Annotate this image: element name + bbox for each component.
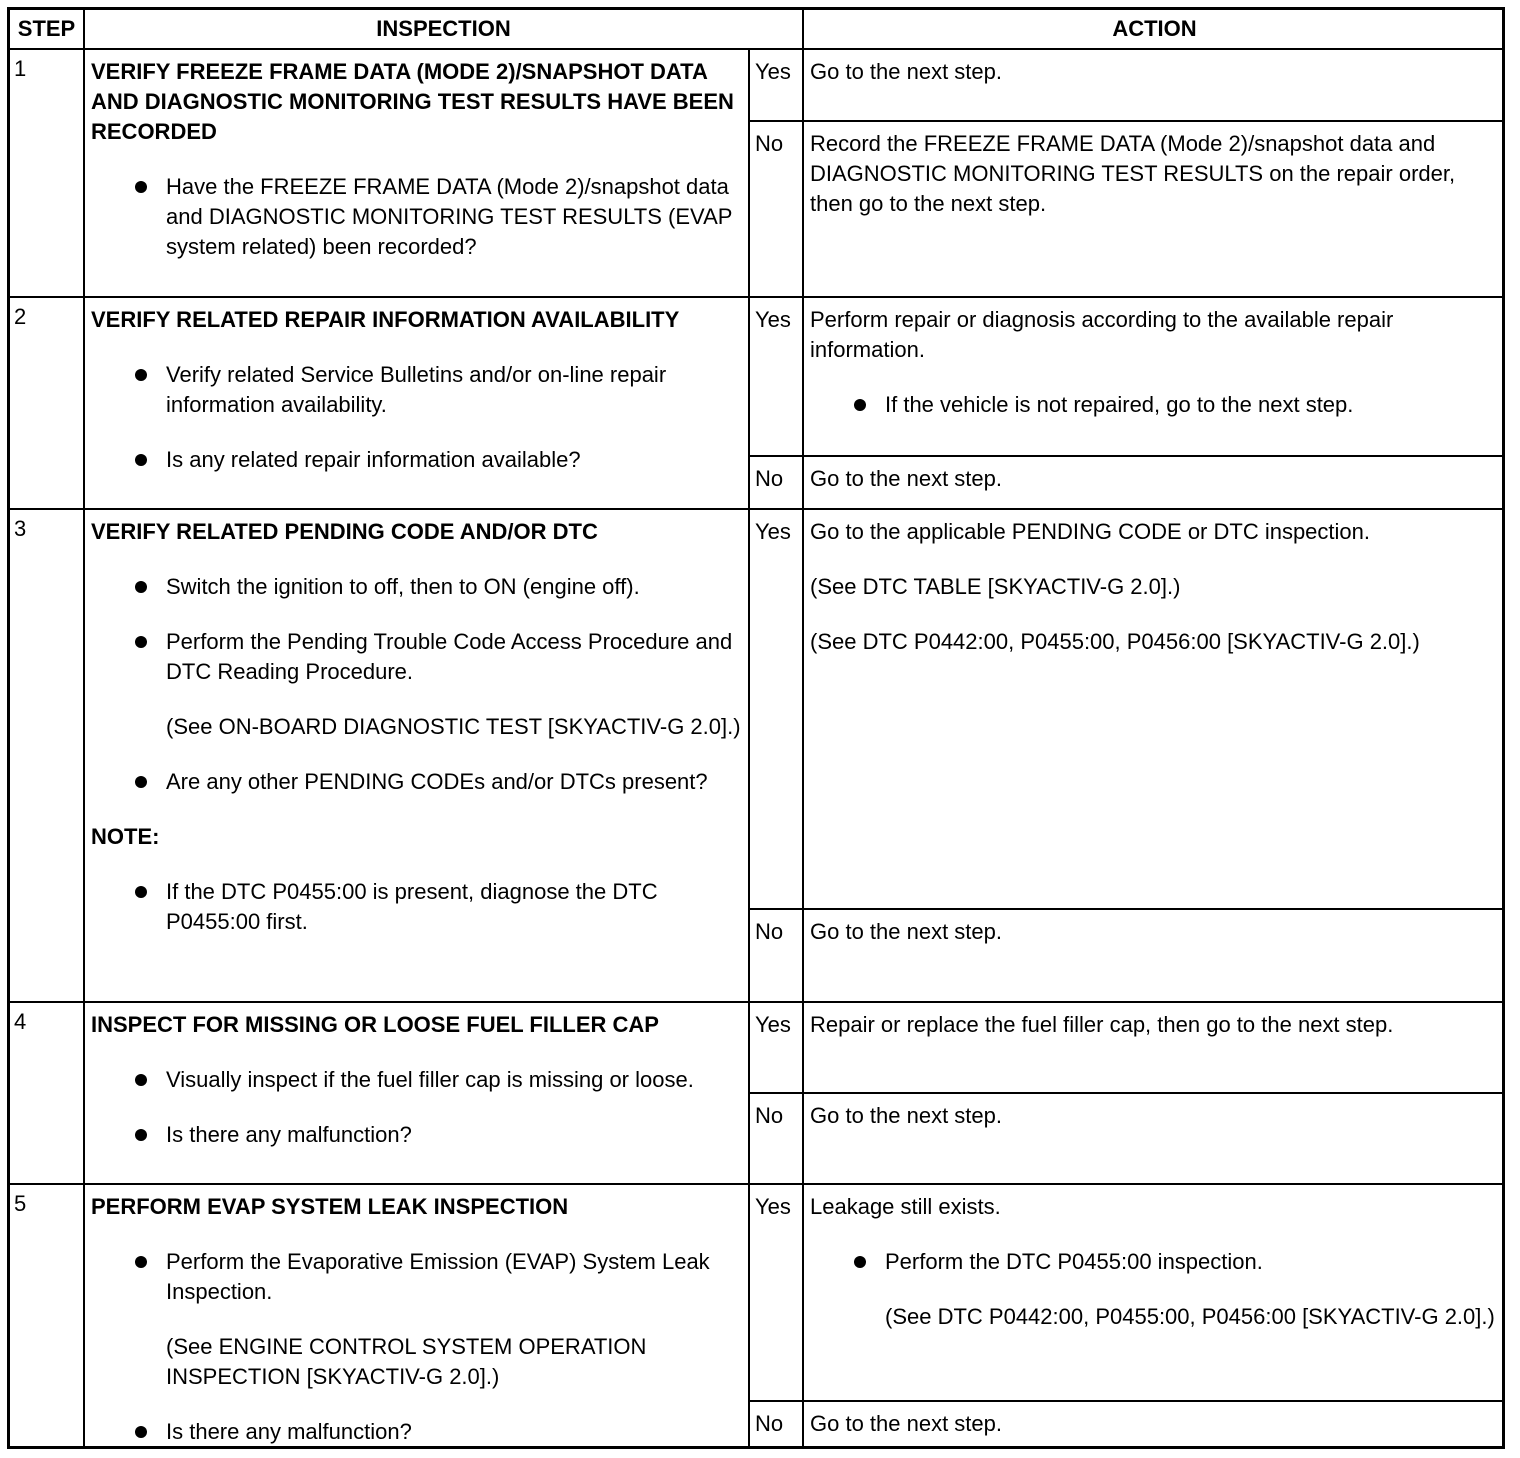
no-action: Go to the next step. — [802, 1400, 1505, 1449]
no-label: No — [748, 908, 802, 1001]
reference-text: (See DTC P0442:00, P0455:00, P0456:00 [SKYACTIV-G 2.0].) — [885, 1304, 1495, 1329]
bullet-item: Have the FREEZE FRAME DATA (Mode 2)/snapshot data and DIAGNOSTIC MONITORING TEST RESULTS (EVAP system related) been recorded? — [91, 172, 748, 262]
bullet-icon — [135, 581, 147, 593]
bullet-item: Is there any malfunction? — [91, 1120, 748, 1150]
bullet-item: If the vehicle is not repaired, go to the next step. — [810, 390, 1499, 420]
bullet-icon — [135, 369, 147, 381]
bullet-icon — [135, 1256, 147, 1268]
bullet-item: Is there any malfunction? — [91, 1417, 748, 1447]
bullet-item: Visually inspect if the fuel filler cap is missing or loose. — [91, 1065, 748, 1095]
no-label: No — [748, 1092, 802, 1183]
no-action: Go to the next step. — [802, 1092, 1505, 1183]
bullet-icon — [854, 1256, 866, 1268]
bullet-item: Verify related Service Bulletins and/or on-line repair information availability. — [91, 360, 748, 420]
bullet-item: Perform the Pending Trouble Code Access Procedure and DTC Reading Procedure. — [91, 627, 748, 687]
no-label: No — [748, 455, 802, 508]
bullet-icon — [135, 886, 147, 898]
no-action: Record the FREEZE FRAME DATA (Mode 2)/snapshot data and DIAGNOSTIC MONITORING TEST RESULTS on the repair order, then go to the next step. — [802, 120, 1505, 296]
step-number: 4 — [10, 1001, 83, 1183]
bullet-icon — [135, 181, 147, 193]
reference-text: (See DTC TABLE [SKYACTIV-G 2.0].) — [810, 574, 1181, 599]
step-title: INSPECT FOR MISSING OR LOOSE FUEL FILLER CAP — [91, 1012, 659, 1037]
yes-action: Leakage still exists. Perform the DTC P0455:00 inspection. (See DTC P0442:00, P0455:00, P0456:00 [SKYACTIV-G 2.0].) — [802, 1183, 1505, 1400]
inspection-cell — [83, 1001, 748, 1183]
bullet-item: Is any related repair information available? — [91, 445, 748, 475]
step-number: 3 — [10, 508, 83, 1001]
inspection-cell — [83, 1183, 748, 1449]
step-title: VERIFY FREEZE FRAME DATA (MODE 2)/SNAPSHOT DATA AND DIAGNOSTIC MONITORING TEST RESULTS HAVE BEEN RECORDED — [91, 59, 734, 144]
yes-label: Yes — [748, 1001, 802, 1092]
inspection-cell — [83, 296, 748, 508]
bullet-item: Perform the Evaporative Emission (EVAP) System Leak Inspection. — [91, 1247, 748, 1307]
note-item: If the DTC P0455:00 is present, diagnose the DTC P0455:00 first. — [91, 877, 748, 937]
bullet-icon — [854, 399, 866, 411]
yes-action: Go to the applicable PENDING CODE or DTC inspection. (See DTC TABLE [SKYACTIV-G 2.0].) (See DTC P0442:00, P0455:00, P0456:00 [SKYACTIV-G 2.0].) — [802, 508, 1505, 908]
header-step: STEP — [17, 16, 76, 41]
yes-label: Yes — [748, 48, 802, 120]
bullet-icon — [135, 776, 147, 788]
step-title: VERIFY RELATED PENDING CODE AND/OR DTC — [91, 519, 598, 544]
step-title: PERFORM EVAP SYSTEM LEAK INSPECTION — [91, 1194, 569, 1219]
step-number: 1 — [10, 48, 83, 296]
diagnostic-table — [7, 7, 1505, 1449]
inspection-cell — [83, 508, 748, 1001]
yes-label: Yes — [748, 508, 802, 908]
bullet-icon — [135, 1074, 147, 1086]
yes-action: Go to the next step. — [802, 48, 1505, 120]
yes-action: Repair or replace the fuel filler cap, then go to the next step. — [802, 1001, 1505, 1092]
header-action: ACTION — [802, 10, 1505, 48]
header-inspection: INSPECTION — [83, 10, 802, 48]
reference-text: (See DTC P0442:00, P0455:00, P0456:00 [SKYACTIV-G 2.0].) — [810, 629, 1420, 654]
bullet-icon — [135, 1426, 147, 1438]
no-action: Go to the next step. — [802, 908, 1505, 1001]
reference-text: (See ON-BOARD DIAGNOSTIC TEST [SKYACTIV-G 2.0].) — [166, 714, 741, 739]
bullet-item: Perform the DTC P0455:00 inspection. — [810, 1247, 1499, 1277]
no-label: No — [748, 1400, 802, 1449]
step-number: 5 — [10, 1183, 83, 1449]
bullet-item: Switch the ignition to off, then to ON (engine off). — [91, 572, 748, 602]
no-action: Go to the next step. — [802, 455, 1505, 508]
bullet-icon — [135, 636, 147, 648]
bullet-item: Are any other PENDING CODEs and/or DTCs present? — [91, 767, 748, 797]
yes-label: Yes — [748, 296, 802, 455]
note-label: NOTE: — [91, 824, 160, 849]
reference-text: (See ENGINE CONTROL SYSTEM OPERATION INSPECTION [SKYACTIV-G 2.0].) — [166, 1334, 647, 1389]
bullet-icon — [135, 1129, 147, 1141]
yes-label: Yes — [748, 1183, 802, 1400]
bullet-icon — [135, 454, 147, 466]
no-label: No — [748, 120, 802, 296]
inspection-cell — [83, 48, 748, 296]
yes-action: Perform repair or diagnosis according to the available repair information. If the vehicle is not repaired, go to the next step. — [802, 296, 1505, 455]
step-title: VERIFY RELATED REPAIR INFORMATION AVAILABILITY — [91, 307, 680, 332]
step-number: 2 — [10, 296, 83, 508]
